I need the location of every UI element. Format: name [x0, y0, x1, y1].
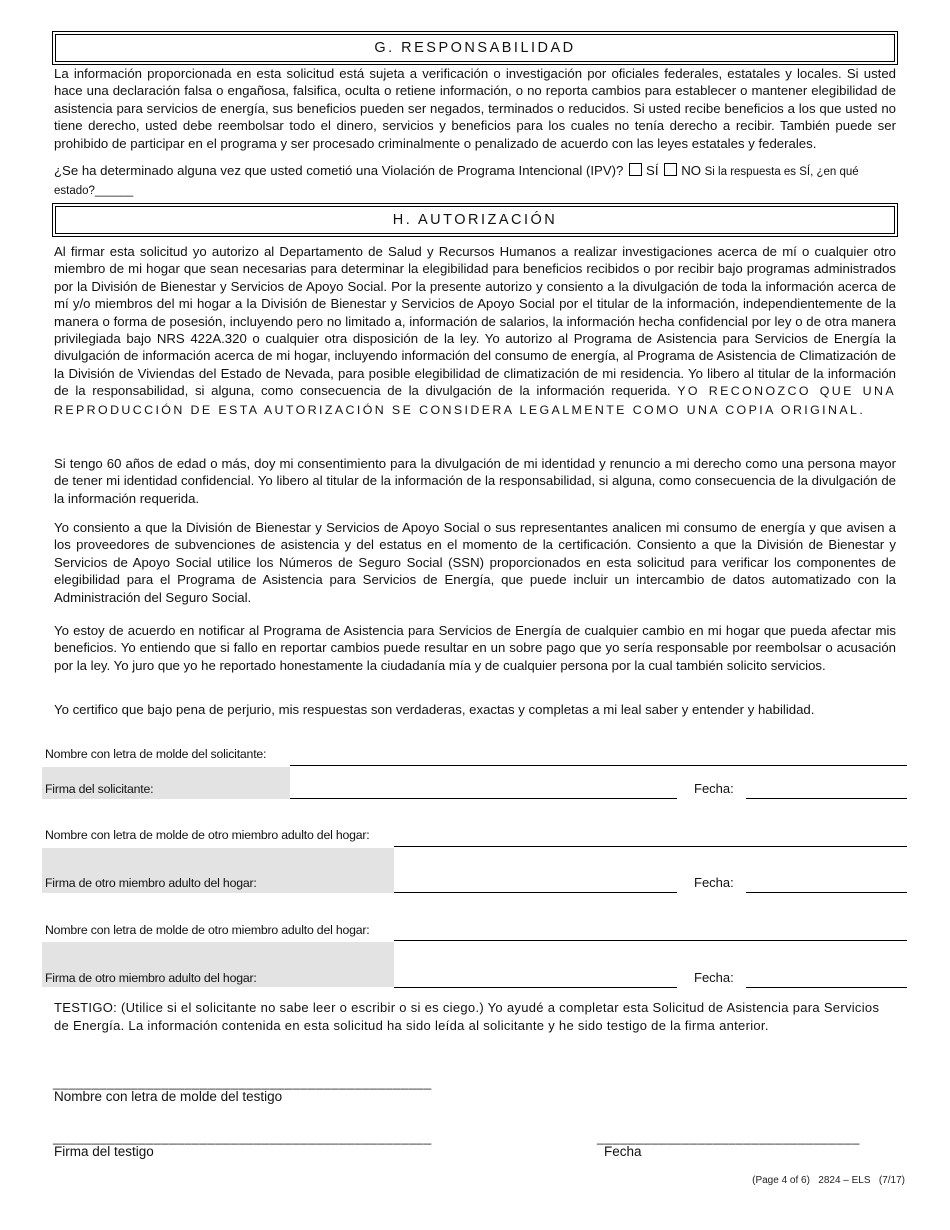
ipv-question: ¿Se ha determinado alguna vez que usted cometió una Violación de Programa Intencional (IPV)?	[54, 163, 624, 178]
ipv-yes-label: SÍ	[646, 163, 659, 178]
authorization-paragraph-1	[54, 243, 896, 419]
witness-signature-line[interactable]: _________________________________________________	[53, 1130, 432, 1145]
ipv-no-checkbox[interactable]	[664, 163, 677, 176]
witness-date-label: Fecha	[604, 1144, 642, 1159]
witness-paragraph: TESTIGO: (Utilice si el solicitante no sabe leer o escribir o si es ciego.) Yo ayudé a completar esta Solicitud de Asistencia para Servicios de Energía. La información contenida en esta solicitud ha sido leída al solicitante y he sido testigo de la firma anterior.	[54, 1000, 880, 1033]
witness-name-line[interactable]: _________________________________________________	[53, 1075, 432, 1090]
member-2-signature-label: Firma de otro miembro adulto del hogar:	[45, 971, 257, 985]
ipv-no-label: NO	[681, 163, 701, 178]
member-2-name-field[interactable]	[394, 940, 907, 941]
member-2-date-field[interactable]	[746, 987, 907, 988]
ipv-question-row	[54, 162, 896, 201]
member-1-signature-label: Firma de otro miembro adulto del hogar:	[45, 876, 257, 890]
applicant-signature-field[interactable]	[290, 798, 677, 799]
applicant-name-field[interactable]	[290, 765, 907, 766]
member-1-signature-field[interactable]	[394, 892, 677, 893]
section-g-title: G. RESPONSABILIDAD	[55, 34, 895, 62]
witness-name-label: Nombre con letra de molde del testigo	[54, 1089, 283, 1104]
section-h-title: H. AUTORIZACIÓN	[55, 206, 895, 234]
member-2-signature-field[interactable]	[394, 987, 677, 988]
form-version: (7/17)	[878, 1175, 905, 1186]
applicant-signature-label: Firma del solicitante:	[45, 782, 154, 796]
page-footer	[752, 1175, 905, 1186]
member-1-name-field[interactable]	[394, 846, 907, 847]
authorization-paragraph-4: Yo estoy de acuerdo en notificar al Programa de Asistencia para Servicios de Energía de cualquier cambio en mi hogar que pueda afectar mis beneficios. Yo entiendo que si fallo en reportar cambios puede resultar en un sobre pago que yo sería responsable por reembolsar o acusación por la ley. Yo juro que yo he reportado honestamente la ciudadanía mía y de cualquier persona por la cual también solicito servicios.	[54, 623, 896, 673]
authorization-paragraph-3: Yo consiento a que la División de Bienestar y Servicios de Apoyo Social o sus representantes analicen mi consumo de energía y que avisen a los proveedores de subvenciones de asistencia y del estatus en el momento de la certificación. Consiento a que la División de Bienestar y Servicios de Apoyo Social utilice los Números de Seguro Social (SSN) proporcionados en esta solicitud para verificar los componentes de elegibilidad para el Programa de Asistencia para Servicios de Energía, que puede incluir un intercambio de datos automatizado con la Administración del Seguro Social.	[54, 520, 896, 605]
applicant-date-label: Fecha:	[694, 781, 734, 796]
reproduction-notice: YO RECONOZCO QUE UNA REPRODUCCIÓN DE ESTA AUTORIZACIÓN SE CONSIDERA LEGALMENTE COMO UNA COPIA ORIGINAL.	[54, 384, 896, 417]
authorization-paragraph-2: Si tengo 60 años de edad o más, doy mi consentimiento para la divulgación de mi identidad y renuncio a mi derecho como una persona mayor de tener mi identidad confidencial. Yo libero al titular de la información de la responsabilidad, si alguna, como consecuencia de la divulgación de la información requerida.	[54, 456, 896, 506]
authorization-text: Al firmar esta solicitud yo autorizo al Departamento de Salud y Recursos Humanos a realizar investigaciones acerca de mí o cualquier otro miembro de mi hogar que sean necesarias para determinar la elegibilidad para beneficios recibidos o por recibir bajo programas administrados por la División de Bienestar y Servicios de Apoyo Social. Por la presente autorizo y consiento a la divulgación de toda la información acerca de mí y/o miembros del mi hogar a la División de Bienestar y Servicios de Apoyo Social por el titular de la información, independientemente de la manera o forma de posesión, incluyendo pero no limitado a, información de salarios, la información hecha confidencial por ley o de otra manera privilegiada bajo NRS 422A.320 o cualquier otra disposición de la ley. Yo autorizo al Programa de Asistencia para Servicios de Energía la divulgación de información acerca de mi hogar, incluyendo información del consumo de energía, al Programa de Asistencia de Climatización de la División de Viviendas del Estado de Nevada, para posible elegibilidad de climatización de mi residencia. Yo libero al titular de la información de la responsabilidad, si alguna, como consecuencia de la divulgación de la información requerida.	[54, 244, 896, 399]
certify-statement: Yo certifico que bajo pena de perjurio, mis respuestas son verdaderas, exactas y completas a mi leal saber y entender y habilidad.	[54, 702, 815, 717]
witness-date-line[interactable]: __________________________________	[597, 1130, 860, 1145]
applicant-date-field[interactable]	[746, 798, 907, 799]
applicant-name-label: Nombre con letra de molde del solicitante:	[45, 747, 267, 761]
member-1-name-label: Nombre con letra de molde de otro miembro adulto del hogar:	[45, 828, 370, 842]
ipv-yes-checkbox[interactable]	[629, 163, 642, 176]
ipv-state-question: Si la respuesta es SÍ, ¿en qué estado?______	[54, 166, 859, 198]
member-1-date-label: Fecha:	[694, 875, 734, 890]
member-2-date-label: Fecha:	[694, 970, 734, 985]
responsibility-paragraph: La información proporcionada en esta solicitud está sujeta a verificación o investigación por oficiales federales, estatales y locales. Si usted hace una declaración falsa o engañosa, falsifica, oculta o retiene información, o no reporta cambios para establecer o mantener elegibilidad de asistencia para servicios de energía, sus beneficios pueden ser negados, terminados o reducidos. Si usted recibe beneficios a los que usted no tiene derecho, usted debe reembolsar todo el dinero, servicios y beneficios para los cuales no tenía derecho a recibir. También puede ser prohibido de participar en el programa y ser procesado criminalmente o penalizado de acuerdo con las leyes estatales y federales.	[54, 66, 896, 151]
form-number: 2824 – ELS	[818, 1175, 871, 1186]
member-1-date-field[interactable]	[746, 892, 907, 893]
witness-signature-label: Firma del testigo	[54, 1144, 154, 1159]
page-number: (Page 4 of 6)	[752, 1175, 810, 1186]
member-2-name-label: Nombre con letra de molde de otro miembro adulto del hogar:	[45, 923, 370, 937]
